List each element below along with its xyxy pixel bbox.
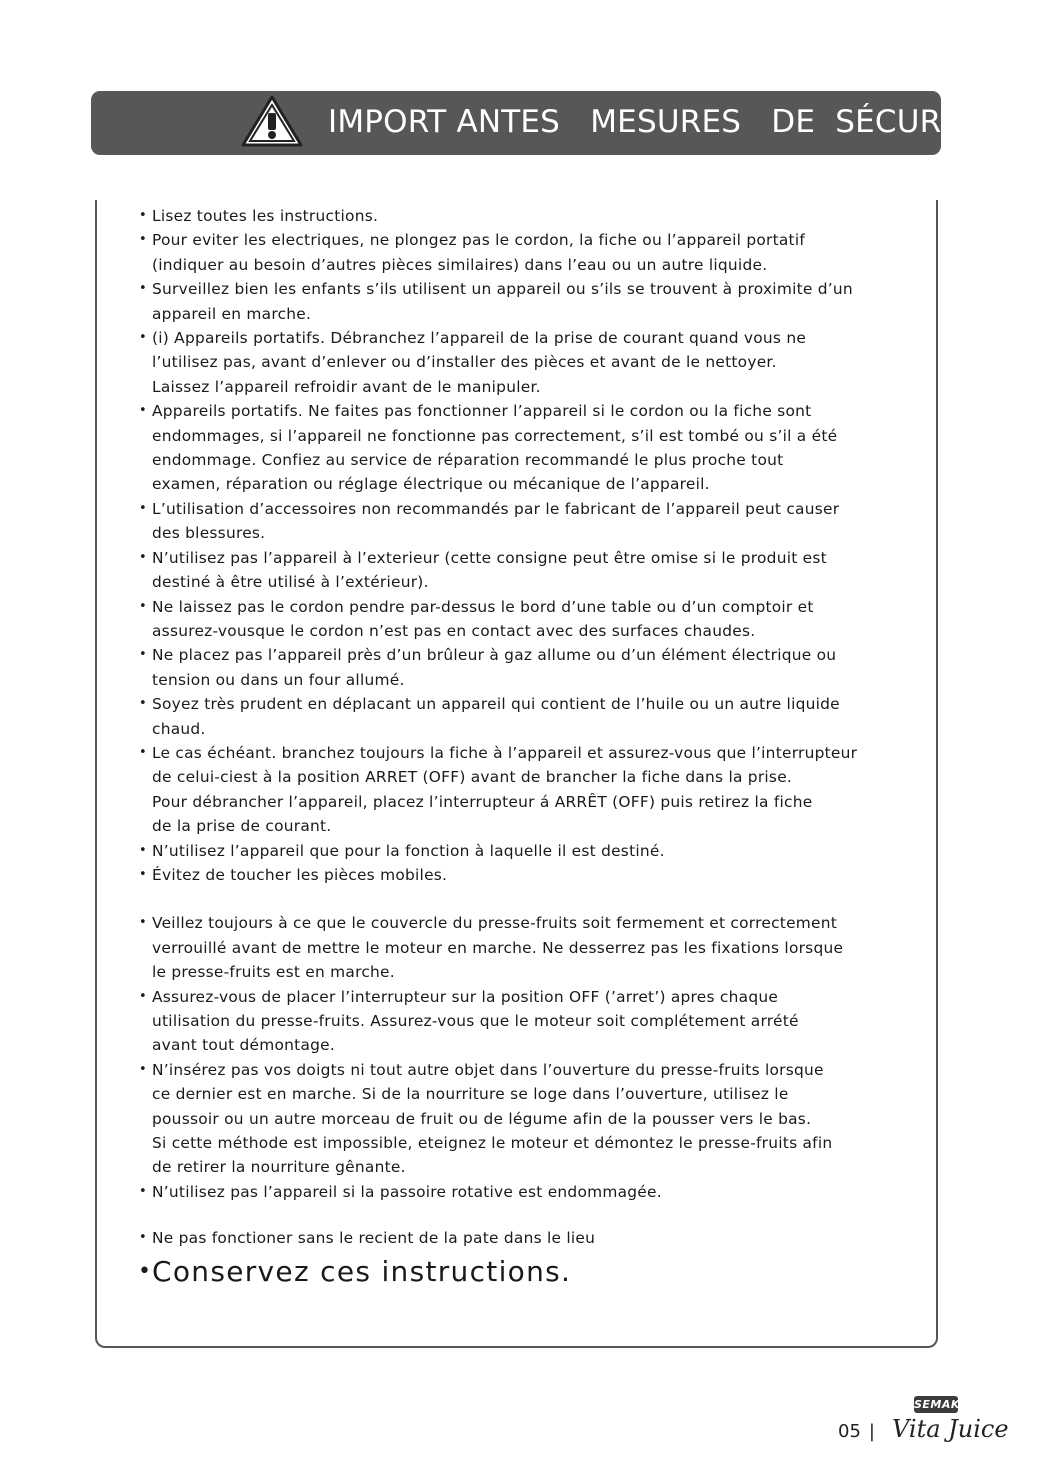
list-item-line: N’utilisez pas l’appareil si la passoire rotative est endommagée. [152, 1182, 662, 1201]
list-item-line: L’utilisation d’accessoires non recommandés par le fabricant de l’appareil peut causer [152, 499, 840, 518]
page-number: 05 [838, 1421, 861, 1442]
list-item-line: endommages, si l’appareil ne fonctionne pas correctement, s’il est tombé ou s’il a été [152, 426, 838, 445]
list-item-line: poussoir ou un autre morceau de fruit ou de légume afin de la pousser vers le bas. [152, 1109, 812, 1128]
list-item-line: Soyez très prudent en déplacant un appareil qui contient de l’huile ou un autre liquide [152, 695, 840, 714]
instructions-group-3 [138, 1226, 908, 1250]
bullet: • [139, 1061, 147, 1077]
bullet: • [139, 403, 147, 419]
list-item-line: Pour eviter les electriques, ne plongez pas le cordon, la fiche ou l’appareil portatif [152, 231, 806, 250]
list-item-line: Surveillez bien les enfants s’ils utilisent un appareil ou s’ils se trouvent à proximite d’un [152, 280, 853, 299]
bullet: • [139, 842, 147, 858]
list-item [138, 741, 908, 839]
list-item [138, 839, 908, 863]
brand-logo: Vita Juice [892, 1415, 1009, 1443]
bullet: • [139, 1230, 147, 1246]
list-item-line: (indiquer au besoin d’autres pièces similaires) dans l’eau ou un autre liquide. [152, 255, 768, 274]
list-item-line: Laissez l’appareil refroidir avant de le manipuler. [152, 377, 541, 396]
bullet: • [139, 208, 147, 223]
list-item-line: avant tout démontage. [152, 1036, 336, 1055]
list-item-line: examen, réparation ou réglage électrique ou mécanique de l’appareil. [152, 475, 710, 494]
bullet: • [139, 281, 147, 297]
final-line-text: Conservez ces instructions. [152, 1254, 572, 1288]
list-item [138, 595, 908, 644]
list-item-line: Veillez toujours à ce que le couvercle du presse-fruits soit fermement et correctement [152, 914, 838, 933]
list-item-line: des blessures. [152, 524, 266, 543]
list-item-line: le presse-fruits est en marche. [152, 963, 395, 982]
bullet: • [139, 549, 147, 565]
page-footer [838, 1418, 881, 1446]
list-item [138, 546, 908, 595]
list-item [138, 985, 908, 1058]
list-item-line: l’utilisez pas, avant d’enlever ou d’installer des pièces et avant de le nettoyer. [152, 353, 777, 372]
list-item-line: Ne pas fonctioner sans le recient de la pate dans le lieu [152, 1229, 596, 1248]
list-item-line: Évitez de toucher les pièces mobiles. [152, 865, 448, 884]
instructions-group-1 [138, 204, 908, 887]
list-item-line: Assurez-vous de placer l’interrupteur sur la position OFF (’arret’) apres chaque [152, 987, 779, 1006]
bullet: • [139, 647, 147, 663]
list-item-line: destiné à être utilisé à l’extérieur). [152, 573, 429, 592]
list-item-line: de retirer la nourriture gênante. [152, 1158, 406, 1177]
list-item [138, 1180, 908, 1204]
list-item-line: (i) Appareils portatifs. Débranchez l’appareil de la prise de courant quand vous ne [152, 329, 807, 348]
page-title: IMPORT ANTES MESURES DE SÉCURITE´ [328, 104, 1006, 140]
bullet: • [139, 988, 147, 1004]
list-item-line: endommage. Confiez au service de réparation recommandé le plus proche tout [152, 451, 784, 470]
conserve-instructions-line [138, 1253, 908, 1291]
list-item-line: utilisation du presse-fruits. Assurez-vous que le moteur soit complétement arrété [152, 1012, 799, 1030]
list-item [138, 399, 908, 497]
list-item-line: Le cas échéant. branchez toujours la fiche à l’appareil et assurez-vous que l’interrupteur [152, 743, 858, 762]
bullet: • [139, 915, 147, 931]
bullet: • [139, 1183, 147, 1199]
list-item-line: Lisez toutes les instructions. [152, 207, 379, 225]
list-item-line: de celui-ciest à la position ARRET (OFF) avant de brancher la fiche dans la prise. [152, 768, 793, 787]
list-item-line: Ne laissez pas le cordon pendre par-dessus le bord d’une table ou d’un comptoir et [152, 597, 814, 616]
bullet: • [139, 598, 147, 614]
brand-badge: SEMAK [914, 1398, 960, 1411]
list-item-line: ce dernier est en marche. Si de la nourriture se loge dans l’ouverture, utilisez le [152, 1085, 789, 1104]
list-item [138, 911, 908, 984]
bullet: • [138, 1258, 153, 1284]
list-item-line: chaud. [152, 719, 206, 738]
list-item-line: Appareils portatifs. Ne faites pas fonctionner l’appareil si le cordon ou la fiche sont [152, 402, 812, 421]
warning-triangle-icon [241, 95, 303, 147]
bullet: • [139, 744, 147, 760]
list-item-line: verrouillé avant de mettre le moteur en marche. Ne desserrez pas les fixations lorsque [152, 938, 844, 957]
list-item-line: N’utilisez l’appareil que pour la fonction à laquelle il est destiné. [152, 841, 665, 860]
list-item [138, 277, 908, 326]
list-item [138, 497, 908, 546]
list-item-line: Ne placez pas l’appareil près d’un brûleur à gaz allume ou d’un élément électrique ou [152, 646, 837, 665]
list-item [138, 204, 908, 228]
list-item-line: N’insérez pas vos doigts ni tout autre objet dans l’ouverture du presse-fruits lorsque [152, 1060, 824, 1079]
bullet: • [139, 866, 147, 882]
list-item [138, 863, 908, 887]
list-item-line: tension ou dans un four allumé. [152, 670, 405, 689]
footer-separator: | [868, 1421, 875, 1442]
list-item-line: de la prise de courant. [152, 817, 332, 836]
list-item-line: Si cette méthode est impossible, eteignez le moteur et démontez le presse-fruits afin [152, 1134, 833, 1153]
list-item [138, 692, 908, 741]
list-item-line: Pour débrancher l’appareil, placez l’interrupteur á ARRÊT (OFF) puis retirez la fiche [152, 792, 813, 811]
instructions-list [138, 204, 908, 1291]
list-item [138, 228, 908, 277]
list-item [138, 643, 908, 692]
bullet: • [139, 330, 147, 346]
list-item-line: appareil en marche. [152, 304, 312, 323]
header-banner [91, 91, 1006, 155]
list-item [138, 1058, 908, 1180]
list-item [138, 1226, 908, 1250]
bullet: • [139, 696, 147, 712]
spacer [138, 887, 908, 911]
bullet: • [139, 232, 147, 248]
spacer [138, 1204, 908, 1226]
list-item [138, 326, 908, 399]
list-item-line: assurez-vousque le cordon n’est pas en contact avec des surfaces chaudes. [152, 621, 756, 640]
bullet: • [139, 500, 147, 516]
list-item-line: N’utilisez pas l’appareil à l’exterieur (cette consigne peut être omise si le produit est [152, 548, 827, 567]
instructions-group-2 [138, 911, 908, 1204]
